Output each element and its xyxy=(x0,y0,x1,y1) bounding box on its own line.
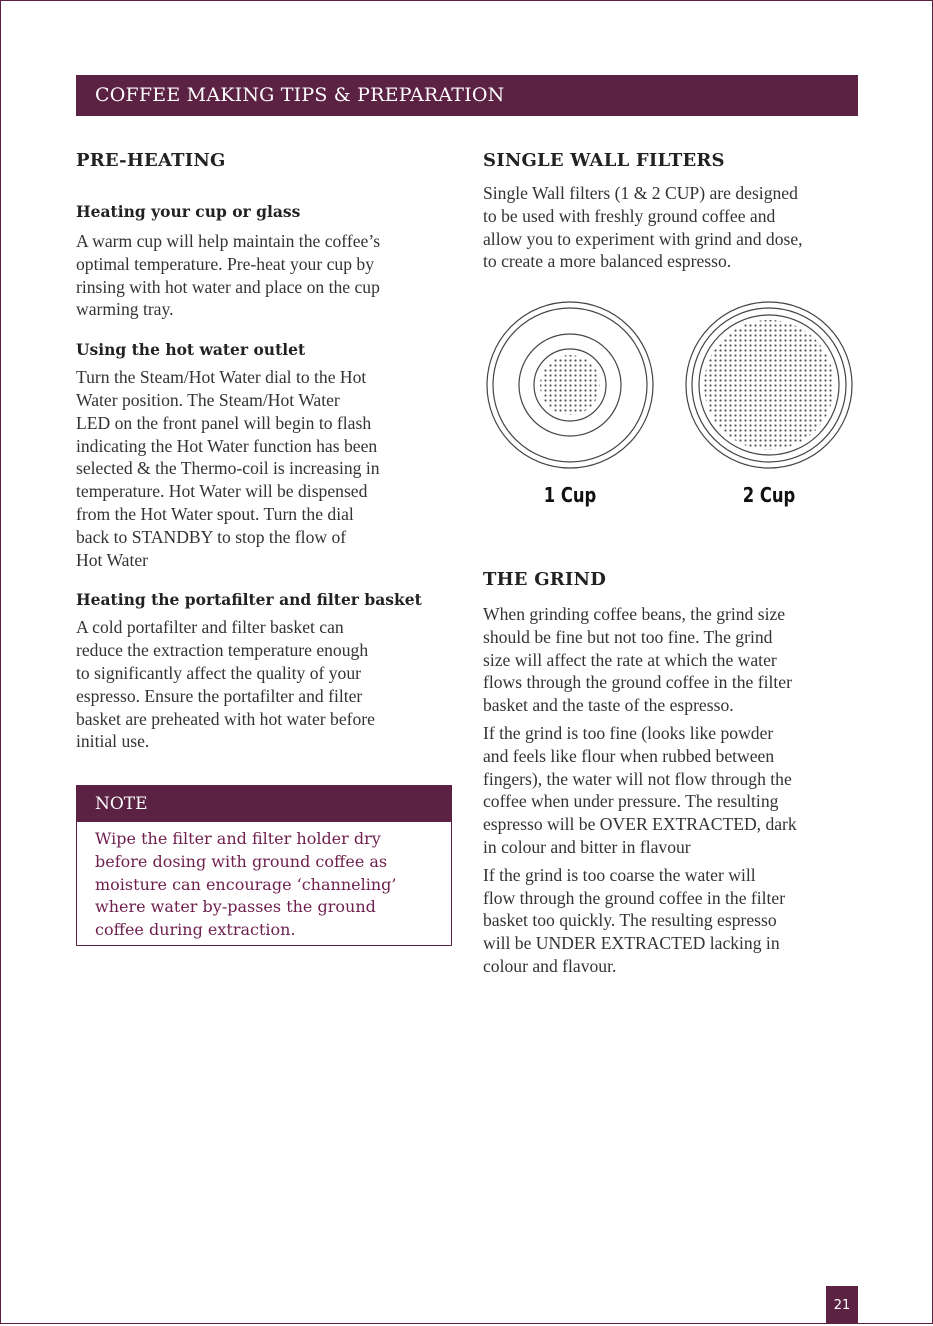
grind-heading: THE GRIND xyxy=(483,569,607,590)
grind-section xyxy=(483,569,863,978)
filter-diagram xyxy=(483,298,863,513)
page-number: 21 xyxy=(826,1286,858,1324)
preheating-heading: PRE-HEATING xyxy=(76,150,226,171)
note-title: NOTE xyxy=(77,786,451,822)
portafilter-text: A cold portafilter and filter basket can reduce the extraction temperature enough to significantly affect the quality of your espresso. Ensure the portafilter and filter basket are preheated with hot water before initial use. xyxy=(76,617,375,752)
note-text: Wipe the filter and filter holder dry before dosing with ground coffee as moisture can encourage ‘channeling’ where water by-passes the ground coffee during extraction. xyxy=(95,829,397,940)
cup-glass-text: A warm cup will help maintain the coffee’s optimal temperature. Pre-heat your cup by rinsing with hot water and place on the cup warming tray. xyxy=(76,231,381,320)
filters-heading: SINGLE WALL FILTERS xyxy=(483,150,725,171)
two-cup-caption: 2 Cup xyxy=(742,483,796,507)
grind-paragraph-3: If the grind is too coarse the water will flow through the ground coffee in the filter basket too quickly. The resulting espresso will be UNDER EXTRACTED lacking in colour and flavour. xyxy=(483,864,786,976)
double-cup-filter-icon xyxy=(686,302,852,468)
note-box xyxy=(76,785,452,946)
left-column xyxy=(76,150,446,753)
right-column xyxy=(483,150,863,273)
one-cup-caption: 1 Cup xyxy=(543,483,597,507)
single-cup-filter-icon xyxy=(487,302,653,468)
grind-paragraph-2: If the grind is too fine (looks like powder and feels like flour when rubbed between fingers), the water will not flow through the coffee when under pressure. The resulting espresso will be OVER EXTRACTED, dark in colour and bitter in flavour xyxy=(483,722,797,857)
section-banner: COFFEE MAKING TIPS & PREPARATION xyxy=(76,75,858,116)
hot-water-title: Using the hot water outlet xyxy=(76,340,306,360)
filter-baskets-illustration xyxy=(483,298,863,488)
cup-glass-title: Heating your cup or glass xyxy=(76,202,301,221)
filters-text: Single Wall filters (1 & 2 CUP) are designed to be used with freshly ground coffee and allow you to experiment with grind and dose, to create a more balanced espresso. xyxy=(483,183,803,272)
portafilter-title: Heating the portafilter and filter basket xyxy=(76,590,422,610)
grind-paragraph-1: When grinding coffee beans, the grind size should be fine but not too fine. The grind size will affect the rate at which the water flows through the ground coffee in the filter basket and the taste of the espresso. xyxy=(483,604,792,716)
hot-water-text: Turn the Steam/Hot Water dial to the Hot Water position. The Steam/Hot Water LED on the front panel will begin to flash indicating the Hot Water function has been selected & the Thermo-coil is increasing in temperature. Hot Water will be dispensed from the Hot Water spout. Turn the dial back to STANDBY to stop the flow of Hot Water xyxy=(76,367,380,570)
